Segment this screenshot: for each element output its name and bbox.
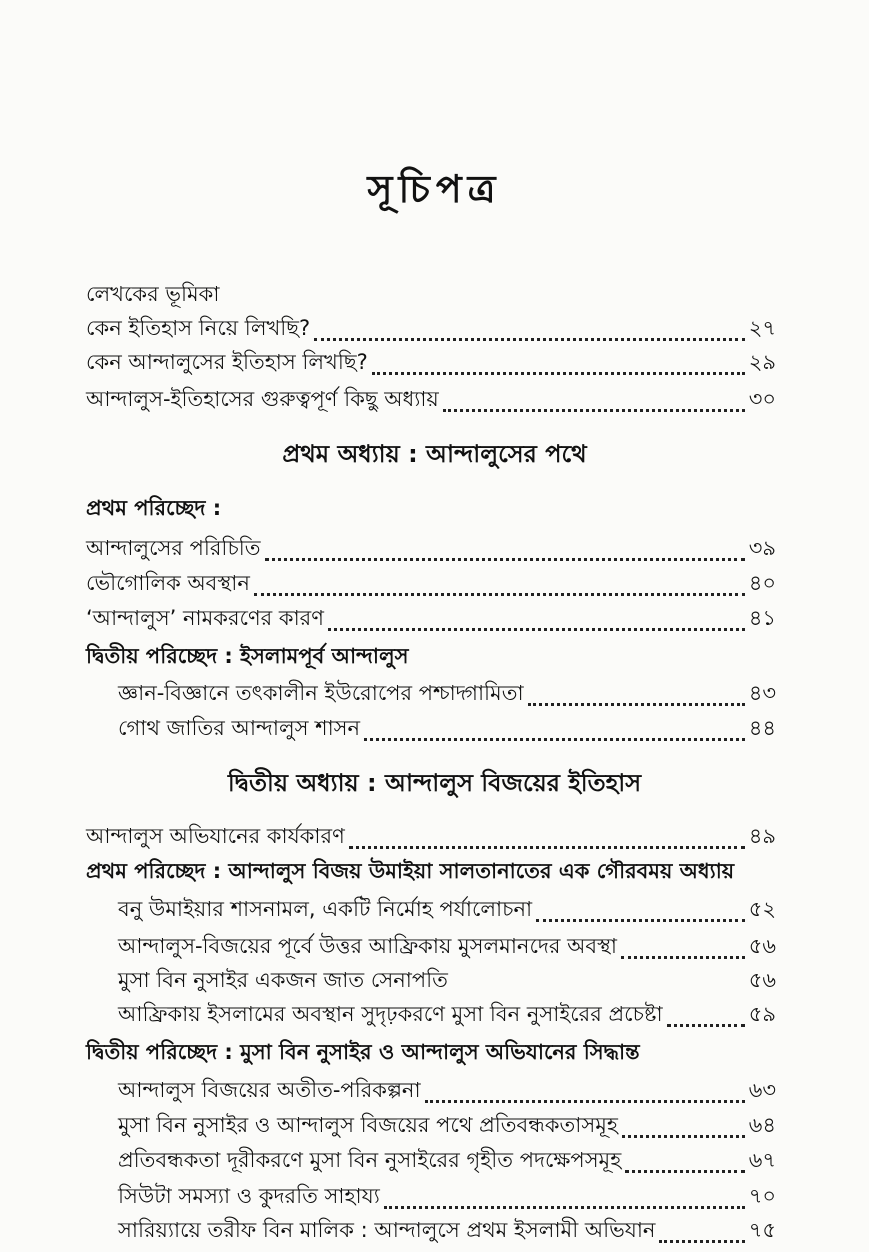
dot-leader	[659, 1240, 744, 1243]
toc-entry	[118, 930, 776, 965]
entry-title: আন্দালুস-বিজয়ের পূর্বে উত্তর আফ্রিকায় মুসলমানদের অবস্থা	[118, 934, 618, 958]
entry-title: ‘আন্দালুস’ নামকরণের কারণ	[86, 606, 324, 630]
entry-title: আন্দালুস অভিযানের কার্যকারণ	[86, 824, 345, 848]
entry-page: ৪০	[748, 571, 776, 595]
entry-page: ৪৪	[748, 716, 776, 740]
entry-page: ৫২	[748, 897, 776, 921]
entry-page: ৫৬	[748, 934, 776, 958]
entry-title: সারিয়্যায়ে তরীফ বিন মালিক : আন্দালুসে প্রথম ইসলামী অভিযান	[118, 1218, 656, 1242]
entry-page: ৭০	[748, 1184, 776, 1208]
entry-page: ৪১	[748, 606, 776, 630]
entry-title: মুসা বিন নুসাইর ও আন্দালুস বিজয়ের পথে প্রতিবন্ধকতাসমূহ	[118, 1113, 618, 1137]
entry-page: ৬৪	[748, 1113, 776, 1137]
entry-page: ৪৩	[748, 681, 776, 705]
entry-title: কেন ইতিহাস নিয়ে লিখছি?	[86, 316, 311, 340]
toc-entry	[118, 998, 776, 1033]
entry-title: আফ্রিকায় ইসলামের অবস্থান সুদৃঢ়করণে মুসা বিন নুসাইরের প্রচেষ্টা	[118, 1002, 663, 1026]
dot-leader	[622, 1135, 745, 1138]
entry-page: ৬৭	[748, 1148, 776, 1172]
entry-title: জ্ঞান-বিজ্ঞানে তৎকালীন ইউরোপের পশ্চাদ্গামিতা	[118, 681, 524, 705]
toc-entry	[86, 383, 776, 418]
dot-leader	[621, 956, 745, 959]
toc-entry	[118, 1109, 776, 1144]
dot-leader	[254, 593, 745, 596]
entry-page: ৫৯	[748, 1002, 776, 1026]
chapter-title: প্রথম অধ্যায় : আন্দালুসের পথে	[282, 440, 587, 468]
dot-leader	[265, 558, 745, 561]
entry-page: ৩৯	[748, 536, 776, 560]
dot-leader	[314, 338, 745, 341]
section-heading: প্রথম পরিচ্ছেদ :	[86, 496, 222, 520]
entry-page: ৪৯	[748, 824, 776, 848]
entry-page: ৬৩	[748, 1078, 776, 1102]
toc-entry	[118, 712, 776, 747]
toc-entry	[86, 602, 776, 637]
chapter-title: দ্বিতীয় অধ্যায় : আন্দালুস বিজয়ের ইতিহাস	[227, 769, 642, 797]
entry-page: ৫৬	[748, 968, 776, 992]
dot-leader	[452, 990, 745, 993]
entry-title: আন্দালুস-ইতিহাসের গুরুত্বপূর্ণ কিছু অধ্যায়	[86, 387, 439, 411]
entry-page: ২৯	[748, 350, 776, 374]
dot-leader	[349, 846, 745, 849]
entry-title: মুসা বিন নুসাইর একজন জাত সেনাপতি	[118, 968, 448, 992]
section-heading: দ্বিতীয় পরিচ্ছেদ : মুসা বিন নুসাইর ও আন্দালুস অভিযানের সিদ্ধান্ত	[86, 1040, 640, 1064]
section-heading: দ্বিতীয় পরিচ্ছেদ : ইসলামপূর্ব আন্দালুস	[86, 644, 409, 668]
toc-entry	[86, 312, 776, 347]
entry-title: সিউটা সমস্যা ও কুদরতি সাহায্য	[118, 1184, 380, 1208]
dot-leader	[364, 738, 745, 741]
entry-page: ৭৫	[748, 1218, 776, 1242]
toc-entry	[86, 532, 776, 567]
toc-entry	[118, 893, 776, 928]
dot-leader	[425, 1100, 745, 1103]
toc-entry	[118, 964, 776, 999]
toc-entry	[118, 1180, 776, 1215]
dot-leader	[625, 1170, 744, 1173]
toc-entry	[118, 1144, 776, 1179]
entry-title: কেন আন্দালুসের ইতিহাস লিখছি?	[86, 350, 368, 374]
entry-page: ২৭	[748, 316, 776, 340]
intro-heading: লেখকের ভূমিকা	[86, 282, 220, 306]
entry-title: ভৌগোলিক অবস্থান	[86, 571, 250, 595]
entry-title: গোথ জাতির আন্দালুস শাসন	[118, 716, 361, 740]
toc-entry	[118, 1214, 776, 1249]
dot-leader	[667, 1024, 745, 1027]
section-heading: প্রথম পরিচ্ছেদ : আন্দালুস বিজয় উমাইয়া সালতানাতের এক গৌরবময় অধ্যায়	[86, 859, 735, 883]
entry-title: বনু উমাইয়ার শাসনামল, একটি নির্মোহ পর্যালোচনা	[118, 897, 533, 921]
dot-leader	[528, 703, 745, 706]
entry-title: প্রতিবন্ধকতা দূরীকরণে মুসা বিন নুসাইরের গৃহীত পদক্ষেপসমূহ	[118, 1148, 622, 1172]
dot-leader	[384, 1206, 745, 1209]
toc-entry	[118, 1074, 776, 1109]
dot-leader	[443, 409, 745, 412]
entry-page: ৩০	[748, 387, 776, 411]
entry-title: আন্দালুস বিজয়ের অতীত-পরিকল্পনা	[118, 1078, 421, 1102]
toc-entry	[86, 820, 776, 855]
entry-title: আন্দালুসের পরিচিতি	[86, 536, 261, 560]
toc-entry	[86, 346, 776, 381]
toc-entry	[86, 567, 776, 602]
page-title: সূচিপত্র	[367, 167, 502, 211]
dot-leader	[328, 628, 745, 631]
dot-leader	[372, 372, 745, 375]
toc-entry	[118, 677, 776, 712]
dot-leader	[536, 919, 745, 922]
